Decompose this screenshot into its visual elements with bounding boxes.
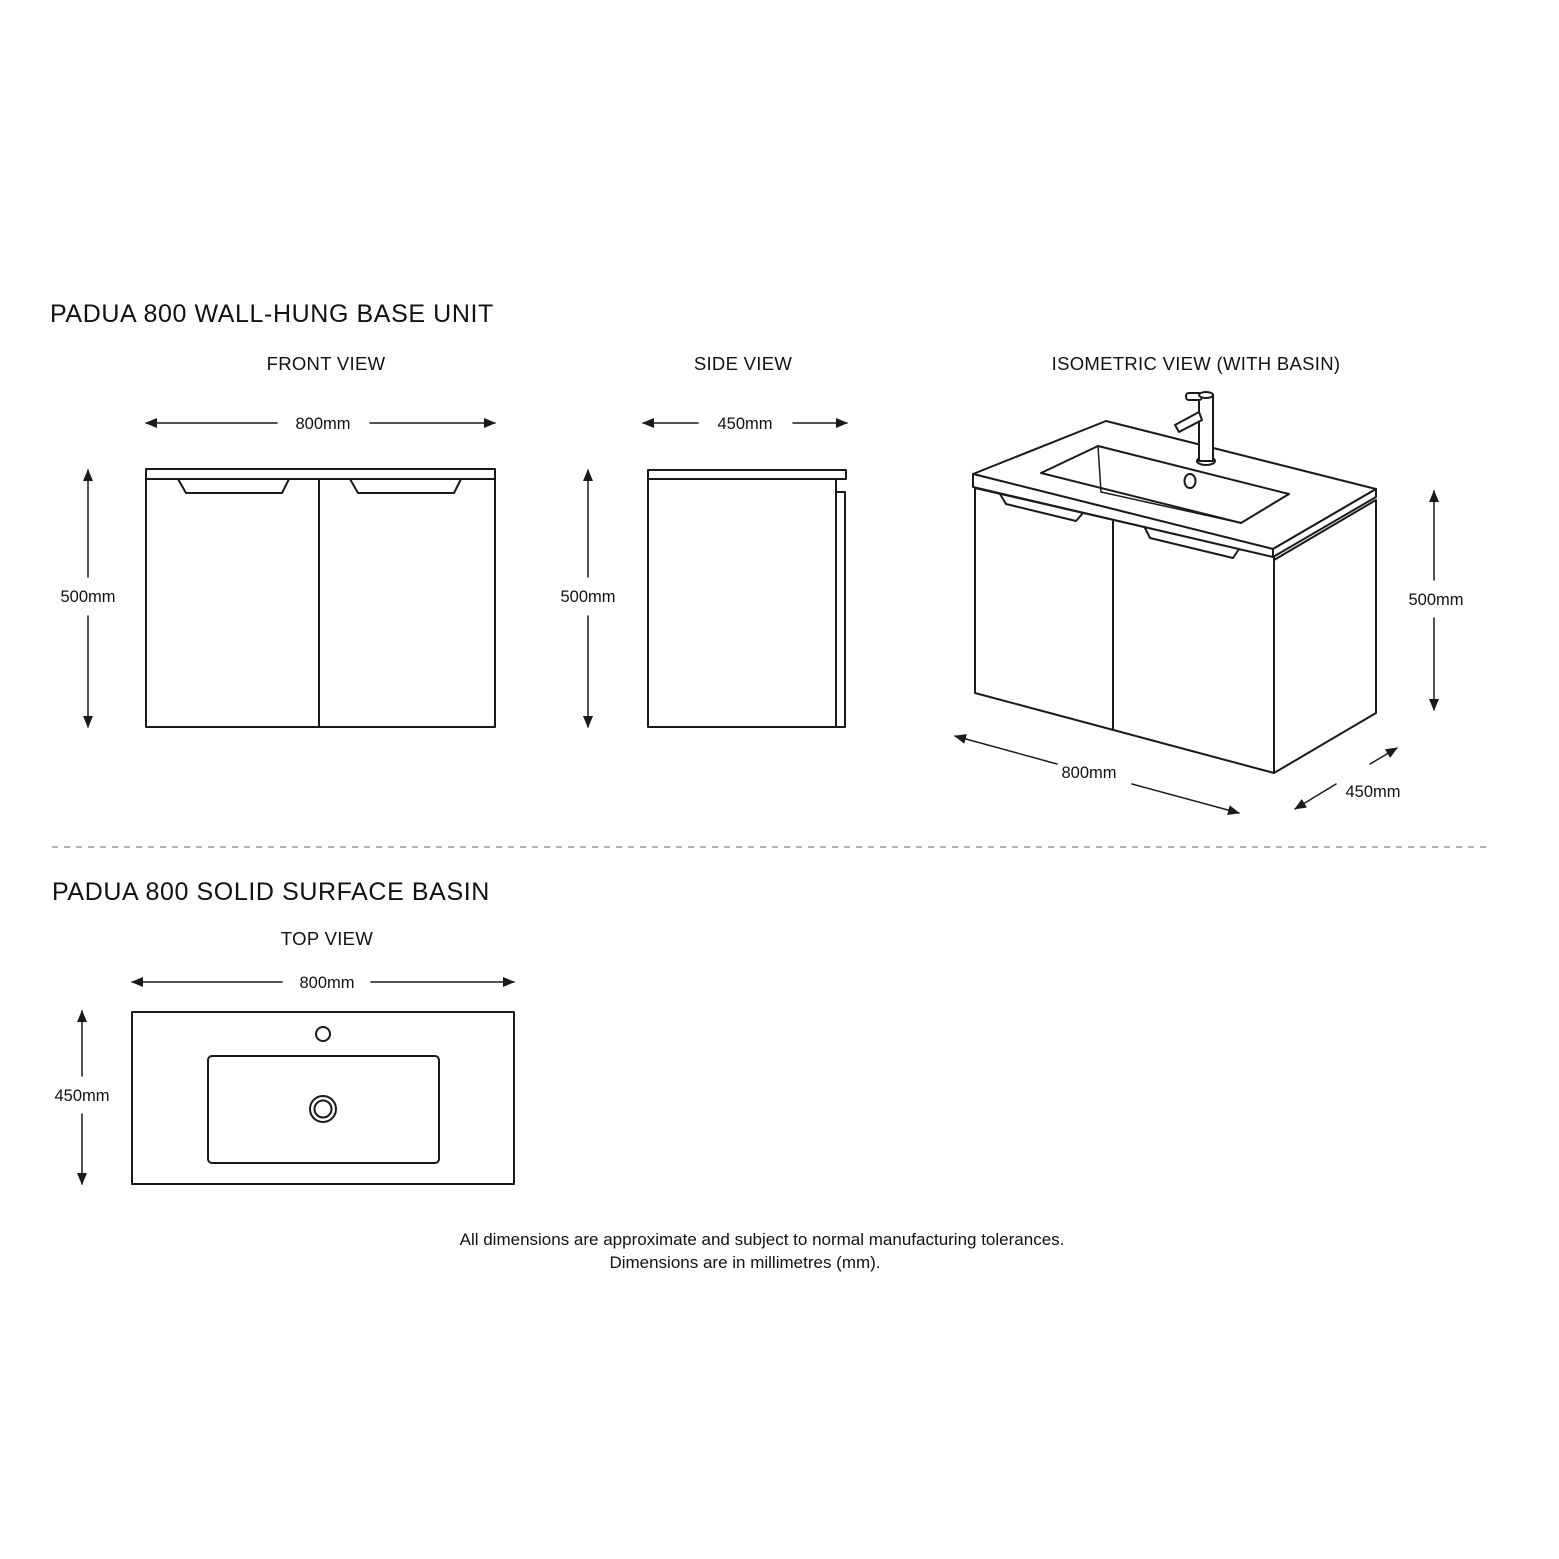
- basin-top-edge: [146, 469, 495, 479]
- door-handle-left: [178, 479, 289, 493]
- isometric-height: 500mm: [1408, 591, 1464, 609]
- top-view-width-dimension: [132, 974, 514, 992]
- isometric-depth-dimension: [1295, 748, 1401, 809]
- isometric-height-dimension: [1408, 491, 1463, 710]
- dimension-arrow: [1132, 784, 1239, 813]
- basin-bowl: [208, 1056, 439, 1163]
- top-view-width: 800mm: [299, 974, 355, 992]
- isometric-cabinet: [973, 421, 1376, 773]
- door-profile: [836, 492, 845, 727]
- door-handle-right: [350, 479, 461, 493]
- tap-hole: [316, 1027, 330, 1041]
- tap-spout: [1175, 412, 1202, 432]
- top-view-depth: 450mm: [54, 1087, 110, 1105]
- side-view-depth: 450mm: [717, 415, 773, 433]
- front-view-width: 800mm: [295, 415, 351, 433]
- side-view-height: 500mm: [560, 588, 616, 606]
- tap-body: [1199, 395, 1213, 461]
- isometric-depth: 450mm: [1345, 783, 1401, 801]
- dimension-arrow: [1370, 748, 1397, 764]
- dimension-arrow: [1295, 784, 1336, 809]
- front-view-height: 500mm: [60, 588, 116, 606]
- front-view-height-dimension: [60, 470, 115, 727]
- isometric-view-label: ISOMETRIC VIEW (WITH BASIN): [1051, 353, 1341, 374]
- dimension-arrow: [955, 736, 1057, 764]
- base-unit-title: PADUA 800 WALL-HUNG BASE UNIT: [50, 300, 494, 328]
- side-view-label: SIDE VIEW: [693, 353, 793, 374]
- basin-outline: [132, 1012, 514, 1184]
- cabinet-body: [146, 479, 495, 727]
- side-view-height-dimension: [560, 470, 615, 727]
- side-view-depth-dimension: [643, 415, 847, 433]
- note-units: Dimensions are in millimetres (mm).: [609, 1253, 881, 1272]
- front-view-width-dimension: [146, 415, 495, 433]
- basin-top-edge: [648, 470, 846, 479]
- waste-inner-ring: [315, 1101, 332, 1118]
- side-view-cabinet: [648, 470, 846, 727]
- basin-title: PADUA 800 SOLID SURFACE BASIN: [52, 878, 490, 906]
- isometric-width: 800mm: [1061, 764, 1117, 782]
- top-view-depth-dimension: [54, 1011, 109, 1184]
- tap-cap: [1199, 392, 1213, 398]
- top-view-label: TOP VIEW: [280, 928, 374, 949]
- note-tolerances: All dimensions are approximate and subject to normal manufacturing tolerances.: [459, 1230, 1065, 1249]
- front-view-label: FRONT VIEW: [266, 353, 386, 374]
- front-view-cabinet: [146, 469, 495, 727]
- cabinet-side: [648, 479, 836, 727]
- top-view-basin: [132, 1012, 514, 1184]
